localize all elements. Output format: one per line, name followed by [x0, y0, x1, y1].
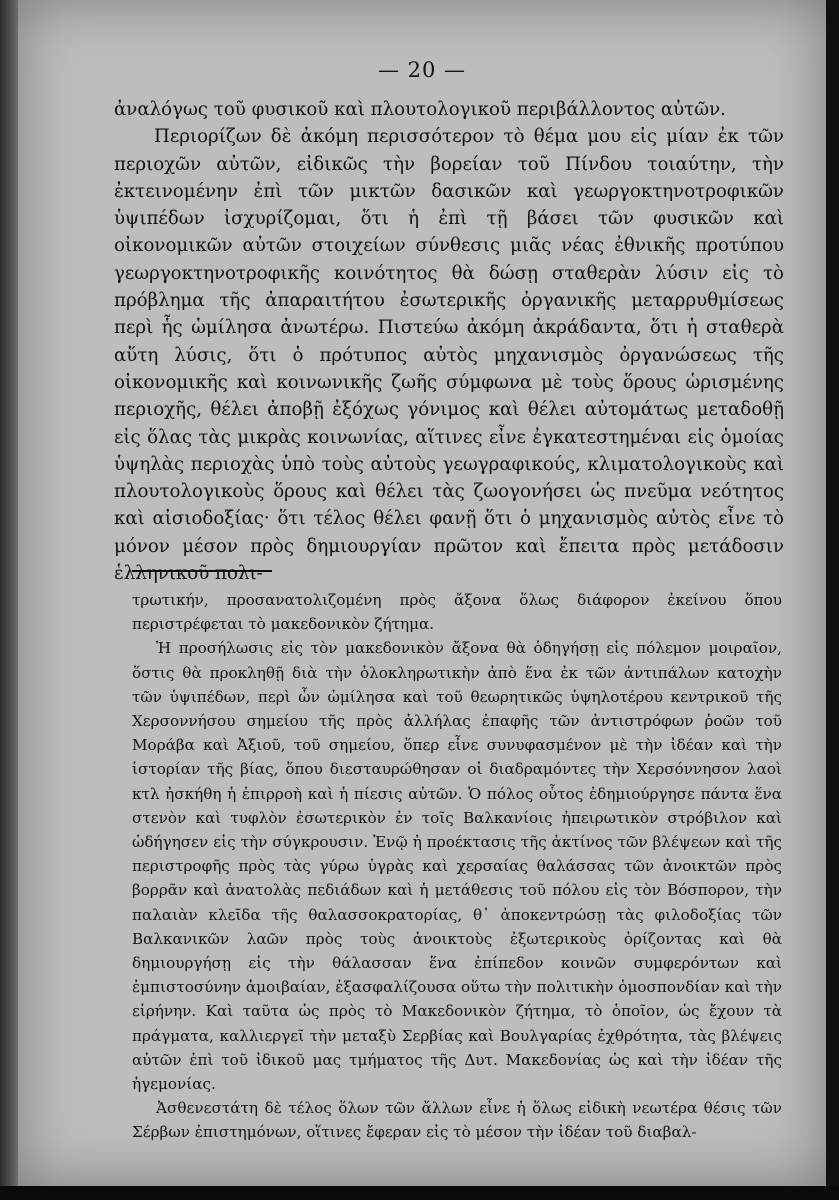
main-text-first-line: ἀναλόγως τοῦ φυσικοῦ καὶ πλουτολογικοῦ περιβάλλοντος αὐτῶν. [114, 99, 726, 120]
scan-bottom-edge [0, 1186, 839, 1200]
main-text-paragraph: Περιορίζων δὲ ἀκόμη περισσότερον τὸ θέμα μου εἰς μίαν ἐκ τῶν περιοχῶν αὐτῶν, εἰδικῶς τὴν βορείαν τοῦ Πίνδου τοιαύτην, τὴν ἐκτεινομένην ἐπὶ τῶν μικτῶν δασικῶν καὶ γεωργοκτηνοτροφικῶν ὑψιπέδων ἰσχυρίζομαι, ὅτι ἡ ἐπὶ τῇ βάσει τῶν φυσικῶν καὶ οἰκονομικῶν αὐτῶν στοιχείων σύνθεσις μιᾶς νέας ἐθνικῆς προτύπου γεωργοκτηνοτροφικῆς κοινότητος θὰ δώσῃ σταθερὰν λύσιν εἰς τὸ πρόβλημα τῆς ἀπαραιτήτου ἐσωτερικῆς ὀργανικῆς μεταρρυθμίσεως περὶ ἧς ὡμίλησα ἀνωτέρω. Πιστεύω ἀκόμη ἀκράδαντα, ὅτι ἡ σταθερὰ αὕτη λύσις, ὅτι ὁ πρότυπος αὐτὸς μηχανισμὸς ὀργανώσεως τῆς οἰκονομικῆς καὶ κοινωνικῆς ζωῆς σύμφωνα μὲ τοὺς ὅρους ὡρισμένης περιοχῆς, θέλει ἀποβῇ ἐξόχως γόνιμος καὶ θέλει αὐτομάτως μεταδοθῇ εἰς ὅλας τὰς μικρὰς κοινωνίας, αἵτινες εἶνε ἐγκατεστημέναι εἰς ὁμοίας ὑψηλὰς περιοχὰς ὑπὸ τοὺς αὐτοὺς γεωγραφικούς, κλιματολογικοὺς καὶ πλουτολογικοὺς ὅρους καὶ θέλει τὰς ζωογονήσει ὡς πνεῦμα νεότητος καὶ αἰσιοδοξίας· ὅτι τέλος θέλει φανῇ ὅτι ὁ μηχανισμὸς αὐτὸς εἶνε τὸ μόνον μέσον πρὸς δημιουργίαν πρῶτον καὶ ἔπειτα πρὸς μετάδοσιν ἑλληνικοῦ πολι- [114, 126, 784, 585]
footnote-continuation: τρωτικήν, προσανατολιζομένη πρὸς ἄξονα ὅλως διάφορον ἐκείνου ὅπου περιστρέφεται τὸ μακεδονικὸν ζήτημα. [132, 591, 782, 634]
footnotes [132, 588, 782, 1145]
footnote-separator [132, 570, 272, 572]
main-text [114, 96, 784, 587]
page-number: — 20 — [377, 58, 467, 82]
footnote-paragraph-1: Ἡ προσήλωσις εἰς τὸν μακεδονικὸν ἄξονα θὰ ὁδηγήσῃ εἰς πόλεμον μοιραῖον, ὅστις θὰ προκληθῇ διὰ τὴν ὁλοκληρωτικὴν ἀπὸ ἕνα ἐκ τῶν ἀντιπάλων κατοχὴν τῶν ὑψιπέδων, περὶ ὧν ὡμίλησα καὶ τοῦ θεωρητικῶς ὑψηλοτέρου κεντρικοῦ τῆς Χερσοννήσου σημείου τῆς πρὸς ἀλλήλας ἐπαφῆς τῶν ἀντιστρόφων ῥοῶν τοῦ Μοράβα καὶ Ἀξιοῦ, τοῦ σημείου, ὅπερ εἶνε συνυφασμένον μὲ τὴν ἰδέαν καὶ τὴν ἱστορίαν τῆς βίας, ὅπου διεσταυρώθησαν οἱ διαδραμόντες τὴν Χερσόννησον λαοὶ κτλ ἠσκήθη ἡ ἐπιρροὴ καὶ ἡ πίεσις αὐτῶν. Ὁ πόλος οὗτος ἐδημιούργησε πάντα ἕνα στενὸν καὶ τυφλὸν ἐσωτερικὸν ἐν τοῖς Βαλκανίοις ἠπειρωτικὸν στρόβιλον καὶ ὡδήγησεν εἰς τὴν σύγκρουσιν. Ἐνῷ ἡ προέκτασις τῆς ἀκτίνος τῶν βλέψεων καὶ τῆς περιστροφῆς πρὸς τὰς γύρω ὑγρὰς καὶ χερσαίας θαλάσσας τῶν ἀνοικτῶν πρὸς βορρᾶν καὶ ἀνατολὰς πεδιάδων καὶ ἡ μετάθεσις τοῦ πόλου εἰς τὸν Βόσπορον, τὴν παλαιὰν κλεῖδα τῆς θαλασσοκρατορίας, θ᾿ ἀποκεντρώσῃ τὰς φιλοδοξίας τῶν Βαλκανικῶν λαῶν πρὸς τοὺς ἀνοικτοὺς ἐξωτερικοὺς ὁρίζοντας καὶ θὰ δημιουργήσῃ εἰς τὴν θάλασσαν ἕνα ἐπίπεδον κοινῶν συμφερόντων καὶ ἐμπιστοσύνην ἀμοιβαίαν, ἐξασφαλίζουσα οὕτω τὴν πολιτικὴν ὁμοσπονδίαν καὶ τὴν εἰρήνην. Καὶ ταῦτα ὡς πρὸς τὸ Μακεδονικὸν ζήτημα, τὸ ὁποῖον, ὡς ἔχουν τὰ πράγματα, καλλιεργεῖ τὴν μεταξὺ Σερβίας καὶ Βουλγαρίας ἐχθρότητα, τὰς βλέψεις αὐτῶν ἐπὶ τοῦ ἰδικοῦ μας τμήματος τῆς Δυτ. Μακεδονίας ὡς καὶ τὴν ἰδέαν τῆς ἡγεμονίας. [132, 639, 782, 1094]
book-gutter [0, 0, 18, 1186]
book-page [18, 0, 826, 1186]
footnote-paragraph-2: Ἀσθενεστάτη δὲ τέλος ὅλων τῶν ἄλλων εἶνε ἡ ὅλως εἰδικὴ νεωτέρα θέσις τῶν Σέρβων ἐπιστημόνων, οἵτινες ἔφεραν εἰς τὸ μέσον τὴν ἰδέαν τοῦ διαβαλ- [132, 1099, 782, 1142]
